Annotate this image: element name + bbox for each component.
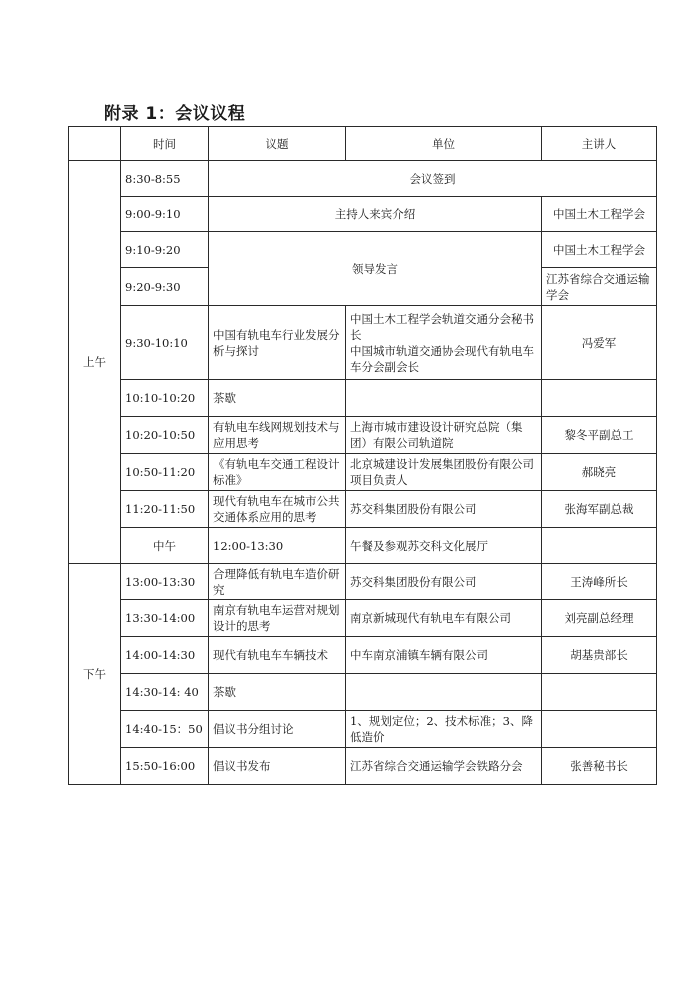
unit-cell: 中车南京浦镇车辆有限公司	[346, 637, 542, 674]
header-time: 时间	[121, 127, 209, 161]
table-row	[69, 491, 657, 528]
header-unit: 单位	[346, 127, 542, 161]
table-row	[69, 232, 657, 268]
speaker-cell: 中国土木工程学会	[542, 232, 657, 268]
table-row	[69, 161, 657, 197]
topic-cell: 南京有轨电车运营对规划设计的思考	[209, 600, 346, 637]
unit-cell	[346, 674, 542, 711]
merged-cell: 会议签到	[209, 161, 657, 197]
table-row	[69, 197, 657, 232]
table-row	[69, 711, 657, 748]
speaker-cell: 张海军副总裁	[542, 491, 657, 528]
topic-cell: 中国有轨电车行业发展分析与探讨	[209, 306, 346, 380]
unit-cell: 上海市城市建设设计研究总院（集团）有限公司轨道院	[346, 417, 542, 454]
unit-cell: 南京新城现代有轨电车有限公司	[346, 600, 542, 637]
topic-cell: 倡议书分组讨论	[209, 711, 346, 748]
unit-cell	[346, 380, 542, 417]
unit-line: 中国城市轨道交通协会现代有轨电车车分会副会长	[350, 343, 534, 374]
time-cell: 9:10-9:20	[121, 232, 209, 268]
unit-line: 中国土木工程学会轨道交通分会秘书长	[350, 311, 534, 342]
section-label-afternoon: 下午	[69, 564, 121, 785]
table-row	[69, 528, 657, 564]
unit-cell: 江苏省综合交通运输学会铁路分会	[346, 748, 542, 785]
time-cell: 15:50-16:00	[121, 748, 209, 785]
topic-cell: 现代有轨电车车辆技术	[209, 637, 346, 674]
header-topic: 议题	[209, 127, 346, 161]
merged-cell: 主持人来宾介绍	[209, 197, 542, 232]
topic-cell: 茶歇	[209, 674, 346, 711]
speaker-cell: 王涛峰所长	[542, 564, 657, 600]
time-cell: 8:30-8:55	[121, 161, 209, 197]
time-cell: 13:30-14:00	[121, 600, 209, 637]
unit-cell: 北京城建设计发展集团股份有限公司项目负责人	[346, 454, 542, 491]
time-cell: 10:20-10:50	[121, 417, 209, 454]
topic-cell: 有轨电车线网规划技术与应用思考	[209, 417, 346, 454]
unit-cell: 苏交科集团股份有限公司	[346, 491, 542, 528]
table-row	[69, 417, 657, 454]
time-cell: 12:00-13:30	[209, 528, 346, 564]
time-cell: 9:20-9:30	[121, 268, 209, 306]
agenda-table	[68, 126, 657, 785]
table-row	[69, 674, 657, 711]
unit-cell	[346, 306, 542, 380]
time-cell: 14:00-14:30	[121, 637, 209, 674]
unit-cell: 1、规划定位；2、技术标准；3、降低造价	[346, 711, 542, 748]
table-header-row	[69, 127, 657, 161]
topic-cell: 现代有轨电车在城市公共交通体系应用的思考	[209, 491, 346, 528]
table-row	[69, 637, 657, 674]
header-blank-cell	[69, 127, 121, 161]
speaker-cell: 冯爱军	[542, 306, 657, 380]
unit-cell	[542, 528, 657, 564]
speaker-cell	[542, 711, 657, 748]
merged-cell: 领导发言	[209, 232, 542, 306]
speaker-cell	[542, 674, 657, 711]
topic-cell: 《有轨电车交通工程设计标准》	[209, 454, 346, 491]
page-title: 附录 1：会议议程	[104, 104, 246, 124]
speaker-cell: 胡基贵部长	[542, 637, 657, 674]
speaker-cell: 黎冬平副总工	[542, 417, 657, 454]
time-cell: 14:30-14: 40	[121, 674, 209, 711]
table-row	[69, 454, 657, 491]
time-cell: 9:30-10:10	[121, 306, 209, 380]
table-row	[69, 748, 657, 785]
topic-cell: 午餐及参观苏交科文化展厅	[346, 528, 542, 564]
time-cell: 14:40-15：50	[121, 711, 209, 748]
topic-cell: 倡议书发布	[209, 748, 346, 785]
time-cell: 9:00-9:10	[121, 197, 209, 232]
table-row	[69, 564, 657, 600]
header-speaker: 主讲人	[542, 127, 657, 161]
table-row	[69, 600, 657, 637]
section-label-noon: 中午	[121, 528, 209, 564]
speaker-cell: 刘亮副总经理	[542, 600, 657, 637]
time-cell: 10:10-10:20	[121, 380, 209, 417]
unit-cell: 苏交科集团股份有限公司	[346, 564, 542, 600]
speaker-cell: 郝晓亮	[542, 454, 657, 491]
speaker-cell	[542, 380, 657, 417]
speaker-cell: 江苏省综合交通运输学会	[542, 268, 657, 306]
speaker-cell: 张善秘书长	[542, 748, 657, 785]
table-row	[69, 380, 657, 417]
topic-cell: 合理降低有轨电车造价研究	[209, 564, 346, 600]
time-cell: 13:00-13:30	[121, 564, 209, 600]
time-cell: 10:50-11:20	[121, 454, 209, 491]
section-label-morning: 上午	[69, 161, 121, 564]
table-row	[69, 306, 657, 380]
speaker-cell: 中国土木工程学会	[542, 197, 657, 232]
time-cell: 11:20-11:50	[121, 491, 209, 528]
topic-cell: 茶歇	[209, 380, 346, 417]
